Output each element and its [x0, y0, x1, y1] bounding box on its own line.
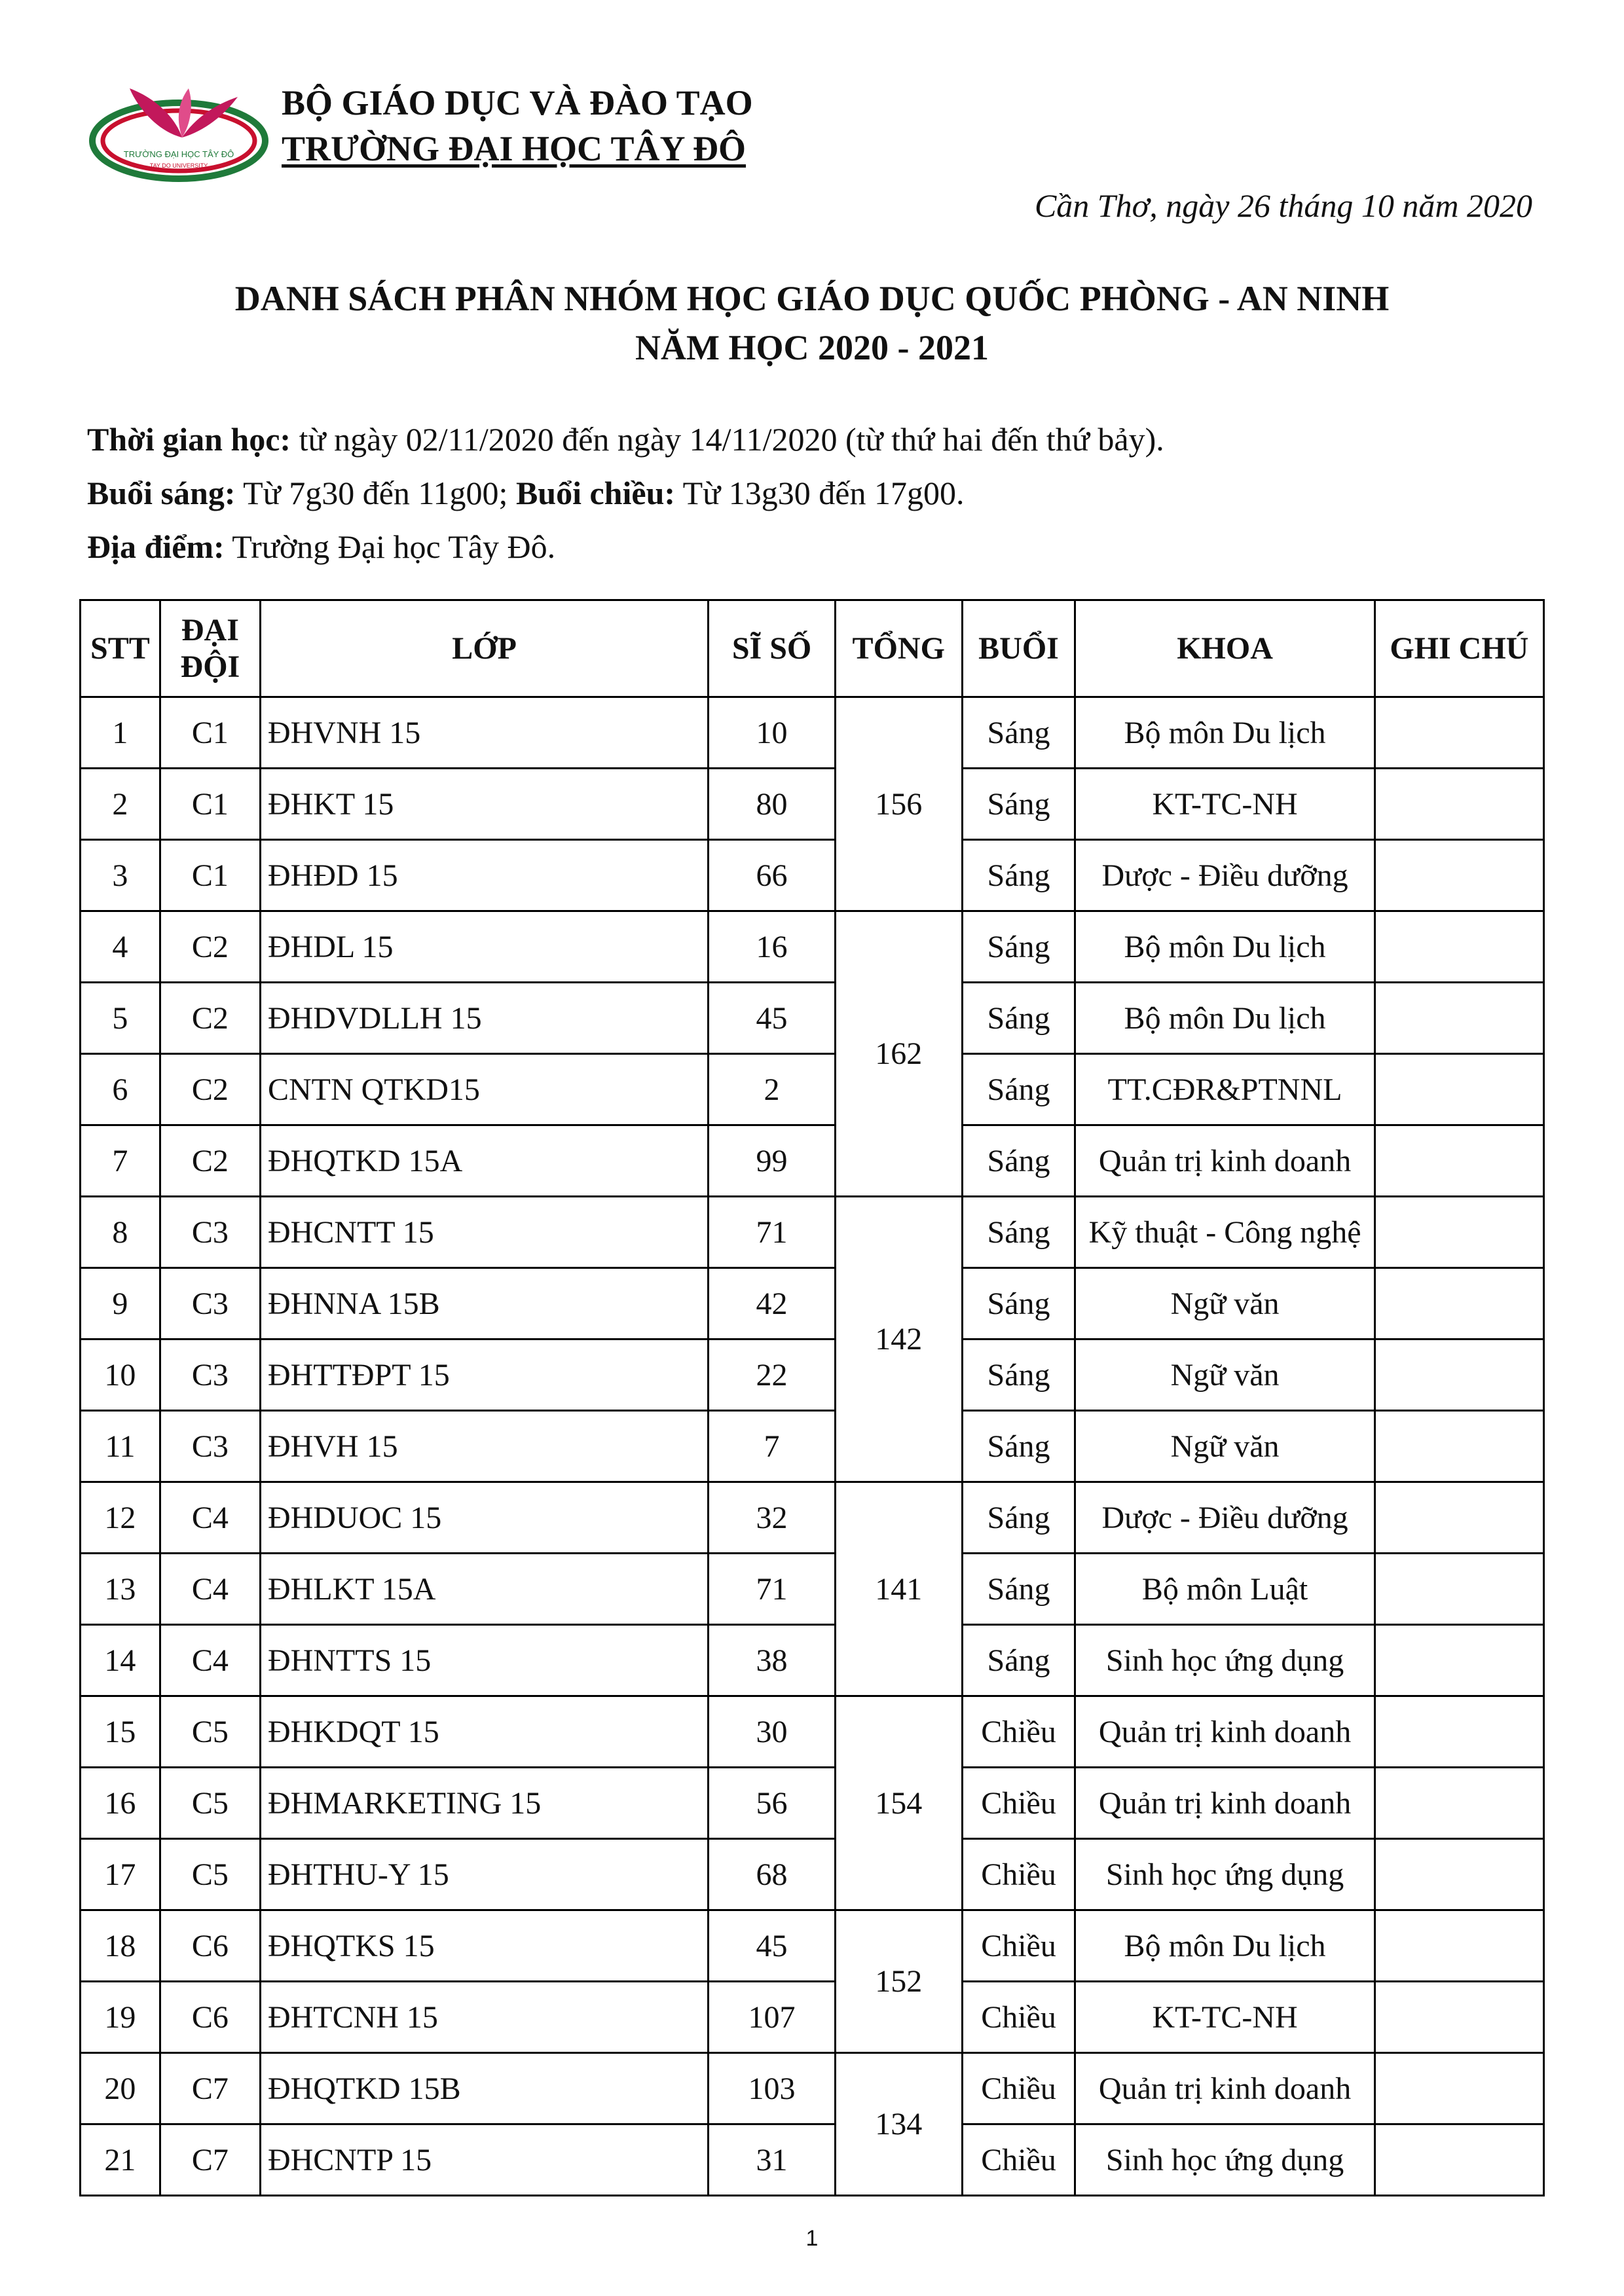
cell-si-so: 66: [709, 840, 836, 911]
table-row: [81, 1197, 1544, 1268]
group-table: [79, 599, 1545, 2196]
time-line: [87, 412, 1164, 466]
table-row: [81, 769, 1544, 840]
cell-si-so: 103: [709, 2053, 836, 2124]
table-row: [81, 1839, 1544, 1910]
cell-lop: ĐHNNA 15B: [260, 1268, 708, 1339]
cell-lop: ĐHTCNH 15: [260, 1982, 708, 2053]
cell-buoi: Sáng: [962, 1554, 1075, 1625]
cell-lop: ĐHMARKETING 15: [260, 1768, 708, 1839]
cell-si-so: 71: [709, 1554, 836, 1625]
cell-ghi-chu: [1375, 1054, 1543, 1125]
cell-dai-doi: C1: [160, 697, 260, 769]
table-body: [81, 697, 1544, 2196]
cell-stt: 5: [81, 983, 160, 1054]
cell-stt: 14: [81, 1625, 160, 1696]
cell-si-so: 31: [709, 2124, 836, 2196]
cell-buoi: Chiều: [962, 2124, 1075, 2196]
cell-ghi-chu: [1375, 2053, 1543, 2124]
time-label: Thời gian học:: [87, 421, 291, 458]
cell-tong: 162: [835, 911, 962, 1197]
cell-lop: ĐHNTTS 15: [260, 1625, 708, 1696]
header-tong: TỔNG: [835, 600, 962, 697]
cell-ghi-chu: [1375, 1339, 1543, 1411]
cell-stt: 1: [81, 697, 160, 769]
cell-si-so: 7: [709, 1411, 836, 1482]
cell-stt: 7: [81, 1125, 160, 1197]
cell-dai-doi: C4: [160, 1625, 260, 1696]
cell-si-so: 10: [709, 697, 836, 769]
cell-stt: 9: [81, 1268, 160, 1339]
cell-buoi: Chiều: [962, 1982, 1075, 2053]
cell-khoa: Quản trị kinh doanh: [1075, 1125, 1375, 1197]
table-row: [81, 1554, 1544, 1625]
cell-si-so: 16: [709, 911, 836, 983]
cell-dai-doi: C3: [160, 1339, 260, 1411]
cell-ghi-chu: [1375, 1910, 1543, 1982]
cell-lop: ĐHLKT 15A: [260, 1554, 708, 1625]
cell-stt: 10: [81, 1339, 160, 1411]
cell-khoa: Sinh học ứng dụng: [1075, 2124, 1375, 2196]
cell-stt: 18: [81, 1910, 160, 1982]
header-stt: STT: [81, 600, 160, 697]
cell-dai-doi: C1: [160, 769, 260, 840]
cell-si-so: 45: [709, 983, 836, 1054]
cell-khoa: Quản trị kinh doanh: [1075, 1696, 1375, 1768]
cell-stt: 2: [81, 769, 160, 840]
cell-lop: ĐHTTĐPT 15: [260, 1339, 708, 1411]
cell-dai-doi: C3: [160, 1268, 260, 1339]
cell-stt: 11: [81, 1411, 160, 1482]
cell-si-so: 38: [709, 1625, 836, 1696]
cell-si-so: 56: [709, 1768, 836, 1839]
cell-stt: 17: [81, 1839, 160, 1910]
cell-buoi: Sáng: [962, 911, 1075, 983]
cell-tong: 142: [835, 1197, 962, 1482]
table-row: [81, 697, 1544, 769]
cell-khoa: Quản trị kinh doanh: [1075, 2053, 1375, 2124]
cell-dai-doi: C7: [160, 2053, 260, 2124]
cell-stt: 15: [81, 1696, 160, 1768]
cell-khoa: Bộ môn Du lịch: [1075, 697, 1375, 769]
table-row: [81, 1982, 1544, 2053]
cell-ghi-chu: [1375, 1125, 1543, 1197]
table-row: [81, 1268, 1544, 1339]
cell-stt: 16: [81, 1768, 160, 1839]
cell-buoi: Sáng: [962, 1125, 1075, 1197]
header-khoa: KHOA: [1075, 600, 1375, 697]
cell-ghi-chu: [1375, 1982, 1543, 2053]
table-row: [81, 1768, 1544, 1839]
cell-ghi-chu: [1375, 911, 1543, 983]
cell-khoa: KT-TC-NH: [1075, 1982, 1375, 2053]
logo-caption: TRƯỜNG ĐẠI HỌC TÂY ĐÔ: [123, 149, 234, 159]
table-row: [81, 1696, 1544, 1768]
cell-dai-doi: C2: [160, 983, 260, 1054]
cell-buoi: Chiều: [962, 1910, 1075, 1982]
cell-stt: 20: [81, 2053, 160, 2124]
time-value: từ ngày 02/11/2020 đến ngày 14/11/2020 (từ thứ hai đến thứ bảy).: [291, 421, 1164, 458]
cell-buoi: Sáng: [962, 697, 1075, 769]
cell-stt: 3: [81, 840, 160, 911]
cell-ghi-chu: [1375, 840, 1543, 911]
cell-dai-doi: C2: [160, 911, 260, 983]
cell-khoa: Sinh học ứng dụng: [1075, 1625, 1375, 1696]
cell-si-so: 68: [709, 1839, 836, 1910]
cell-stt: 4: [81, 911, 160, 983]
header-buoi: BUỔI: [962, 600, 1075, 697]
cell-si-so: 30: [709, 1696, 836, 1768]
cell-ghi-chu: [1375, 1839, 1543, 1910]
cell-ghi-chu: [1375, 1696, 1543, 1768]
cell-si-so: 45: [709, 1910, 836, 1982]
cell-khoa: Ngữ văn: [1075, 1268, 1375, 1339]
cell-buoi: Sáng: [962, 1268, 1075, 1339]
table-row: [81, 2124, 1544, 2196]
cell-buoi: Sáng: [962, 1197, 1075, 1268]
cell-lop: ĐHDL 15: [260, 911, 708, 983]
table-row: [81, 1482, 1544, 1554]
cell-buoi: Sáng: [962, 983, 1075, 1054]
ministry-name: BỘ GIÁO DỤC VÀ ĐÀO TẠO: [282, 83, 753, 122]
schedule-info: [87, 412, 1164, 574]
cell-lop: ĐHVNH 15: [260, 697, 708, 769]
cell-tong: 154: [835, 1696, 962, 1910]
cell-buoi: Sáng: [962, 1054, 1075, 1125]
morning-value: Từ 7g30 đến 11g00;: [235, 475, 516, 511]
cell-tong: 141: [835, 1482, 962, 1696]
cell-ghi-chu: [1375, 1768, 1543, 1839]
cell-lop: ĐHQTKD 15A: [260, 1125, 708, 1197]
cell-si-so: 71: [709, 1197, 836, 1268]
cell-ghi-chu: [1375, 1411, 1543, 1482]
cell-buoi: Sáng: [962, 1411, 1075, 1482]
cell-ghi-chu: [1375, 1482, 1543, 1554]
cell-dai-doi: C5: [160, 1696, 260, 1768]
cell-lop: ĐHCNTT 15: [260, 1197, 708, 1268]
cell-lop: ĐHKDQT 15: [260, 1696, 708, 1768]
session-line: [87, 466, 1164, 520]
place-label: Địa điểm:: [87, 528, 225, 565]
university-logo: [84, 79, 274, 190]
cell-dai-doi: C2: [160, 1054, 260, 1125]
cell-khoa: TT.CĐR&PTNNL: [1075, 1054, 1375, 1125]
cell-buoi: Chiều: [962, 2053, 1075, 2124]
cell-si-so: 2: [709, 1054, 836, 1125]
cell-lop: CNTN QTKD15: [260, 1054, 708, 1125]
cell-buoi: Sáng: [962, 1339, 1075, 1411]
table-row: [81, 840, 1544, 911]
cell-dai-doi: C3: [160, 1197, 260, 1268]
cell-ghi-chu: [1375, 1554, 1543, 1625]
cell-khoa: Sinh học ứng dụng: [1075, 1839, 1375, 1910]
cell-khoa: Kỹ thuật - Công nghệ: [1075, 1197, 1375, 1268]
cell-lop: ĐHKT 15: [260, 769, 708, 840]
table-row: [81, 1910, 1544, 1982]
header-dai-doi-line2: ĐỘI: [180, 649, 240, 684]
cell-tong: 134: [835, 2053, 962, 2196]
university-name: TRƯỜNG ĐẠI HỌC TÂY ĐÔ: [282, 129, 747, 168]
cell-tong: 156: [835, 697, 962, 911]
afternoon-value: Từ 13g30 đến 17g00.: [675, 475, 965, 511]
cell-khoa: Quản trị kinh doanh: [1075, 1768, 1375, 1839]
cell-buoi: Chiều: [962, 1768, 1075, 1839]
cell-buoi: Sáng: [962, 1625, 1075, 1696]
cell-ghi-chu: [1375, 769, 1543, 840]
table-row: [81, 983, 1544, 1054]
cell-stt: 13: [81, 1554, 160, 1625]
cell-si-so: 22: [709, 1339, 836, 1411]
cell-dai-doi: C6: [160, 1982, 260, 2053]
logo-subcaption: TAY DO UNIVERSITY: [149, 162, 208, 169]
table-row: [81, 1054, 1544, 1125]
cell-ghi-chu: [1375, 1268, 1543, 1339]
cell-si-so: 80: [709, 769, 836, 840]
header-ghi-chu: GHI CHÚ: [1375, 600, 1543, 697]
cell-lop: ĐHDVDLLH 15: [260, 983, 708, 1054]
document-title: DANH SÁCH PHÂN NHÓM HỌC GIÁO DỤC QUỐC PHÒNG - AN NINH: [234, 279, 1390, 318]
cell-khoa: Bộ môn Du lịch: [1075, 983, 1375, 1054]
cell-khoa: KT-TC-NH: [1075, 769, 1375, 840]
table-row: [81, 1411, 1544, 1482]
cell-buoi: Chiều: [962, 1839, 1075, 1910]
place-value: Trường Đại học Tây Đô.: [224, 528, 556, 565]
cell-dai-doi: C5: [160, 1839, 260, 1910]
cell-si-so: 99: [709, 1125, 836, 1197]
cell-khoa: Ngữ văn: [1075, 1339, 1375, 1411]
cell-stt: 21: [81, 2124, 160, 2196]
afternoon-label: Buổi chiều:: [515, 475, 676, 511]
cell-khoa: Dược - Điều dưỡng: [1075, 840, 1375, 911]
cell-stt: 6: [81, 1054, 160, 1125]
table-header-row: [81, 600, 1544, 697]
header-dai-doi-line1: ĐẠI: [181, 612, 239, 647]
cell-ghi-chu: [1375, 2124, 1543, 2196]
cell-khoa: Dược - Điều dưỡng: [1075, 1482, 1375, 1554]
cell-lop: ĐHTHU-Y 15: [260, 1839, 708, 1910]
cell-lop: ĐHDUOC 15: [260, 1482, 708, 1554]
cell-stt: 8: [81, 1197, 160, 1268]
cell-lop: ĐHCNTP 15: [260, 2124, 708, 2196]
cell-dai-doi: C2: [160, 1125, 260, 1197]
cell-dai-doi: C5: [160, 1768, 260, 1839]
cell-dai-doi: C4: [160, 1482, 260, 1554]
cell-stt: 19: [81, 1982, 160, 2053]
page-number: 1: [805, 2226, 819, 2251]
cell-si-so: 107: [709, 1982, 836, 2053]
cell-lop: ĐHVH 15: [260, 1411, 708, 1482]
cell-lop: ĐHQTKD 15B: [260, 2053, 708, 2124]
cell-tong: 152: [835, 1910, 962, 2053]
table-row: [81, 1339, 1544, 1411]
cell-ghi-chu: [1375, 697, 1543, 769]
cell-dai-doi: C1: [160, 840, 260, 911]
header-si-so: SĨ SỐ: [709, 600, 836, 697]
cell-dai-doi: C6: [160, 1910, 260, 1982]
cell-ghi-chu: [1375, 983, 1543, 1054]
cell-khoa: Ngữ văn: [1075, 1411, 1375, 1482]
cell-buoi: Sáng: [962, 1482, 1075, 1554]
table-row: [81, 1625, 1544, 1696]
cell-si-so: 32: [709, 1482, 836, 1554]
cell-buoi: Sáng: [962, 769, 1075, 840]
cell-khoa: Bộ môn Du lịch: [1075, 911, 1375, 983]
morning-label: Buổi sáng:: [87, 475, 236, 511]
cell-buoi: Sáng: [962, 840, 1075, 911]
organization-header: [282, 80, 753, 172]
cell-si-so: 42: [709, 1268, 836, 1339]
cell-khoa: Bộ môn Du lịch: [1075, 1910, 1375, 1982]
cell-lop: ĐHĐD 15: [260, 840, 708, 911]
table-row: [81, 911, 1544, 983]
cell-buoi: Chiều: [962, 1696, 1075, 1768]
document-subtitle: NĂM HỌC 2020 - 2021: [635, 328, 989, 367]
cell-khoa: Bộ môn Luật: [1075, 1554, 1375, 1625]
cell-ghi-chu: [1375, 1625, 1543, 1696]
cell-dai-doi: C7: [160, 2124, 260, 2196]
cell-dai-doi: C4: [160, 1554, 260, 1625]
document-date: Cần Thơ, ngày 26 tháng 10 năm 2020: [1034, 187, 1532, 224]
table-row: [81, 1125, 1544, 1197]
header-dai-doi: [160, 600, 260, 697]
cell-lop: ĐHQTKS 15: [260, 1910, 708, 1982]
header-lop: LỚP: [260, 600, 708, 697]
cell-ghi-chu: [1375, 1197, 1543, 1268]
cell-stt: 12: [81, 1482, 160, 1554]
cell-dai-doi: C3: [160, 1411, 260, 1482]
place-line: [87, 520, 1164, 574]
table-row: [81, 2053, 1544, 2124]
